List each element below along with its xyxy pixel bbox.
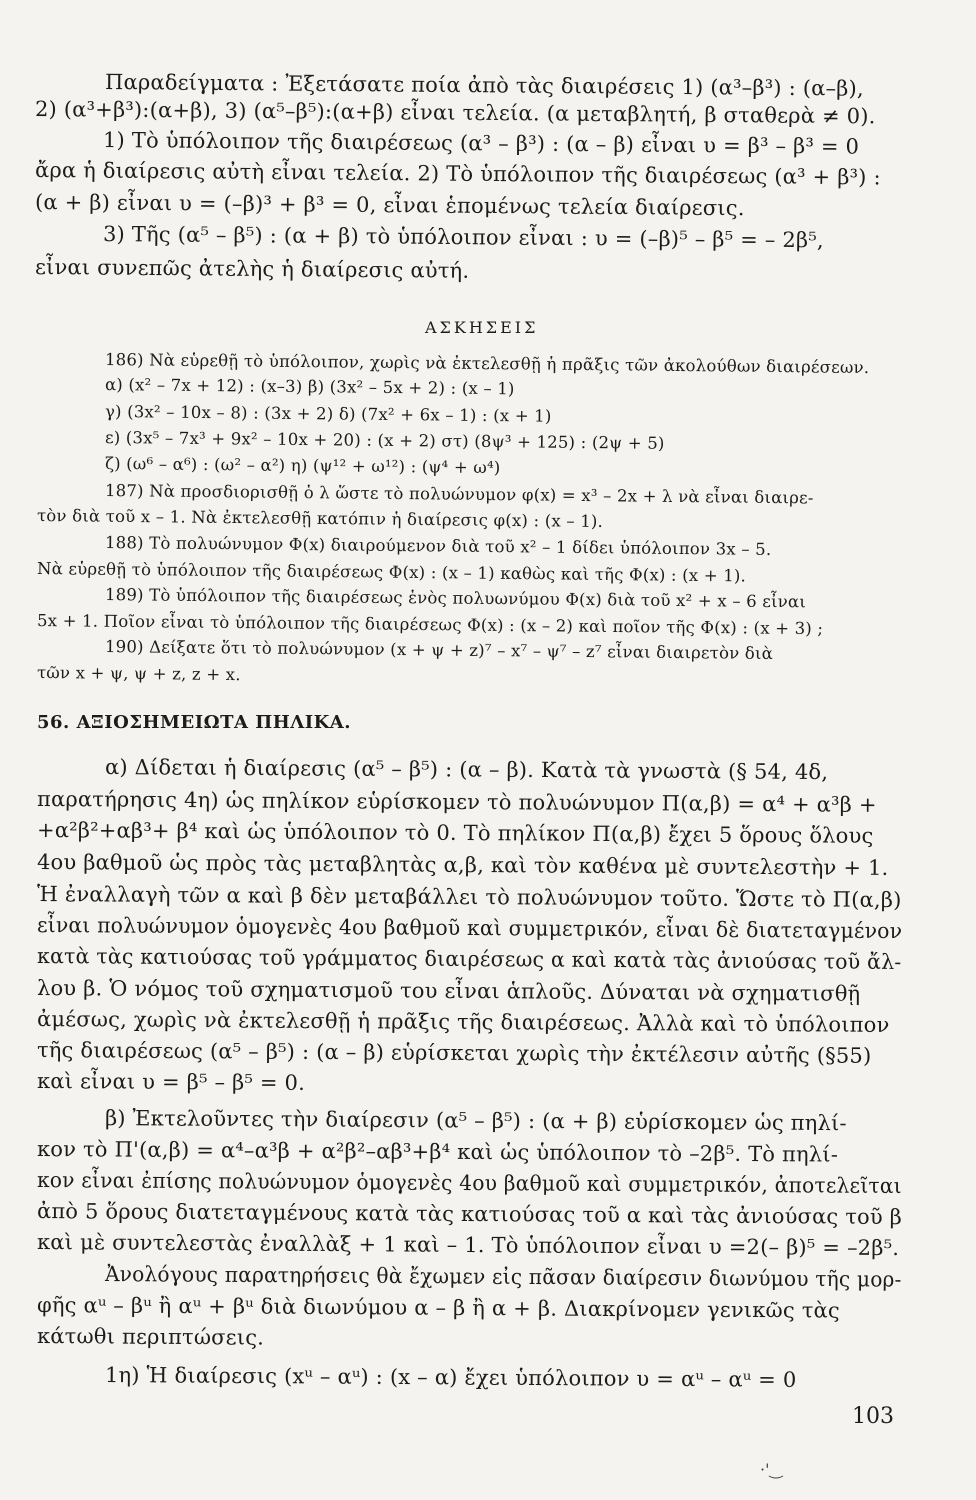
exercise-line-7: τὸν διὰ τοῦ x – 1. Νὰ ἐκτελεσθῇ κατόπιν ἡ διαίρεσις φ(x) : (x – 1). — [36, 506, 604, 531]
exercise-line-13: τῶν x + ψ, ψ + z, z + x. — [36, 663, 241, 685]
ink-mark: ·'‿ — [760, 1460, 783, 1479]
page-number: 103 — [852, 1404, 894, 1429]
exercise-line-4: ε) (3x⁵ – 7x³ + 9x² – 10x + 20) : (x + 2) στ) (8ψ³ + 125) : (2ψ + 5) — [104, 428, 665, 453]
examples-line-4: ἄρα ἡ διαίρεσις αὐτὴ εἶναι τελεία. 2) Τὸ ὑπόλοιπον τῆς διαιρέσεως (α³ + β³) : — [34, 158, 881, 190]
section-line-8: λου β. Ὁ νόμος τοῦ σχηματισμοῦ του εἶναι ἁπλοῦς. Δύναται νὰ σχηματισθῇ — [36, 976, 861, 1006]
section-line-4: 4ου βαθμοῦ ὡς πρὸς τὰς μεταβλητὰς α,β, καὶ τὸν καθένα μὲ συντελεστὴν + 1. — [36, 850, 889, 880]
section-line-7: κατὰ τὰς κατιούσας τοῦ γράμματος διαιρέσεως α καὶ κατὰ τὰς ἀνιούσας τοῦ ἄλ- — [36, 944, 902, 975]
section-line-18: φῆς αᵘ – βᵘ ἢ αᵘ + βᵘ διὰ διωνύμου α – β ἢ α + β. Διακρίνομεν γενικῶς τὰς — [36, 1293, 841, 1323]
section-line-1: α) Δίδεται ἡ διαίρεσις (α⁵ – β⁵) : (α – β). Κατὰ τὰ γνωστὰ (§ 54, 4δ, — [104, 755, 829, 785]
examples-line-7: εἶναι συνεπῶς ἀτελὴς ἡ διαίρεσις αὐτή. — [34, 255, 470, 283]
exercise-line-6: 187) Νὰ προσδιορισθῇ ὁ λ ὥστε τὸ πολυώνυμον φ(x) = x³ – 2x + λ νὰ εἶναι διαιρε- — [104, 481, 814, 508]
examples-line-5: (α + β) εἶναι υ = (–β)³ + β³ = 0, εἶναι ἑπομένως τελεία διαίρεσις. — [34, 190, 745, 221]
exercise-line-9: Νὰ εὑρεθῇ τὸ ὑπόλοιπον τῆς διαιρέσεως Φ(x) : (x – 1) καθὼς καὶ τῆς Φ(x) : (x + 1). — [36, 559, 747, 586]
exercise-line-2: α) (x² – 7x + 12) : (x–3) β) (3x² – 5x + 2) : (x – 1) — [104, 375, 515, 399]
section-line-9: ἀμέσως, χωρὶς νὰ ἐκτελεσθῇ ἡ πρᾶξις τῆς διαιρέσεως. Ἀλλὰ καὶ τὸ ὑπόλοιπον — [36, 1007, 890, 1037]
section-line-5: Ἡ ἐναλλαγὴ τῶν α καὶ β δὲν μεταβάλλει τὸ πολυώνυμον τοῦτο. Ὥστε τὸ Π(α,β) — [36, 882, 902, 913]
section-title: 56. ΑΞΙΟΣΗΜΕΙΩΤΑ ΠΗΛΙΚΑ. — [37, 712, 352, 733]
section-line-10: τῆς διαιρέσεως (α⁵ – β⁵) : (α – β) εὑρίσκεται χωρὶς τὴν ἐκτέλεσιν αὐτῆς (§55) — [36, 1038, 872, 1068]
section-line-12: β) Ἐκτελοῦντες τὴν διαίρεσιν (α⁵ – β⁵) : (α + β) εὑρίσκομεν ὡς πηλί- — [104, 1106, 847, 1136]
section-line-6: εἶναι πολυώνυμον ὁμογενὲς 4ου βαθμοῦ καὶ συμμετρικόν, εἶναι δὲ διατεταγμένον — [36, 913, 903, 944]
examples-line-1: Παραδείγματα : Ἐξετάσατε ποία ἀπὸ τὰς διαιρέσεις 1) (α³–β³) : (α–β), — [104, 70, 864, 101]
exercise-line-8: 188) Τὸ πολυώνυμον Φ(x) διαιρούμενον διὰ τοῦ x² – 1 δίδει ὑπόλοιπον 3x – 5. — [104, 533, 772, 559]
section-line-11: καὶ εἶναι υ = β⁵ – β⁵ = 0. — [36, 1069, 306, 1095]
section-line-16: καὶ μὲ συντελεστὰς ἐναλλὰξ + 1 καὶ – 1. Τὸ ὑπόλοιπον εἶναι υ =2(– β)⁵ = –2β⁵. — [36, 1230, 900, 1261]
exercise-line-12: 190) Δείξατε ὅτι τὸ πολυώνυμον (x + ψ + z)⁷ – x⁷ – ψ⁷ – z⁷ εἶναι διαιρετὸν διὰ — [104, 637, 774, 663]
examples-line-2: 2) (α³+β³):(α+β), 3) (α⁵–β⁵):(α+β) εἶναι τελεία. (α μεταβλητή, β σταθερὰ ≠ 0). — [34, 97, 876, 129]
section-line-2: παρατήρησις 4η) ὡς πηλίκον εὑρίσκομεν τὸ πολυώνυμον Π(α,β) = α⁴ + α³β + — [36, 787, 877, 817]
section-line-13: κον τὸ Π'(α,β) = α⁴–α³β + α²β²–αβ³+β⁴ καὶ ὡς ὑπόλοιπον τὸ –2β⁵. Τὸ πηλί- — [36, 1137, 839, 1167]
examples-line-6: 3) Τῆς (α⁵ – β⁵) : (α + β) τὸ ὑπόλοιπον εἶναι : υ = (–β)⁵ – β⁵ = – 2β⁵, — [102, 222, 824, 253]
exercise-line-10: 189) Τὸ ὑπόλοιπον τῆς διαιρέσεως ἑνὸς πολυωνύμου Φ(x) διὰ τοῦ x² + x – 6 εἶναι — [104, 585, 807, 612]
exercise-line-3: γ) (3x² – 10x – 8) : (3x + 2) δ) (7x² + 6x – 1) : (x + 1) — [104, 402, 552, 426]
exercise-line-11: 5x + 1. Ποῖον εἶναι τὸ ὑπόλοιπον τῆς διαιρέσεως Φ(x) : (x – 2) καὶ ποῖον τῆς Φ(x) : (x + 3) ; — [36, 611, 824, 639]
exercise-line-5: ζ) (ω⁶ – α⁶) : (ω² – α²) η) (ψ¹² + ω¹²) : (ψ⁴ + ω⁴) — [104, 454, 501, 478]
exercise-line-1: 186) Νὰ εὑρεθῇ τὸ ὑπόλοιπον, χωρὶς νὰ ἐκτελεσθῇ ἡ πρᾶξις τῶν ἀκολούθων διαιρέσεων. — [104, 350, 870, 378]
section-line-3: +α²β²+αβ³+ β⁴ καὶ ὡς ὑπόλοιπον τὸ 0. Τὸ πηλίκον Π(α,β) ἔχει 5 ὅρους ὅλους — [36, 818, 874, 848]
section-line-19: κάτωθι περιπτώσεις. — [36, 1324, 265, 1350]
examples-line-3: 1) Τὸ ὑπόλοιπον τῆς διαιρέσεως (α³ – β³) : (α – β) εἶναι υ = β³ – β³ = 0 — [102, 128, 860, 159]
exercises-heading: ΑΣΚΗΣΕΙΣ — [425, 318, 539, 337]
section-line-20: 1η) Ἡ διαίρεσις (xᵘ – αᵘ) : (x – α) ἔχει ὑπόλοιπον υ = αᵘ – αᵘ = 0 — [104, 1363, 797, 1392]
section-line-17: Ἀνολόγους παρατηρήσεις θὰ ἔχωμεν εἰς πᾶσαν διαίρεσιν διωνύμου τῆς μορ- — [104, 1262, 902, 1292]
section-line-14: κον εἶναι ἐπίσης πολυώνυμον ὁμογενὲς 4ου βαθμοῦ καὶ συμμετρικόν, ἀποτελεῖται — [36, 1168, 902, 1199]
section-line-15: ἀπὸ 5 ὅρους διατεταγμένους κατὰ τὰς κατιούσας τοῦ α καὶ τὰς ἀνιούσας τοῦ β — [36, 1199, 903, 1230]
